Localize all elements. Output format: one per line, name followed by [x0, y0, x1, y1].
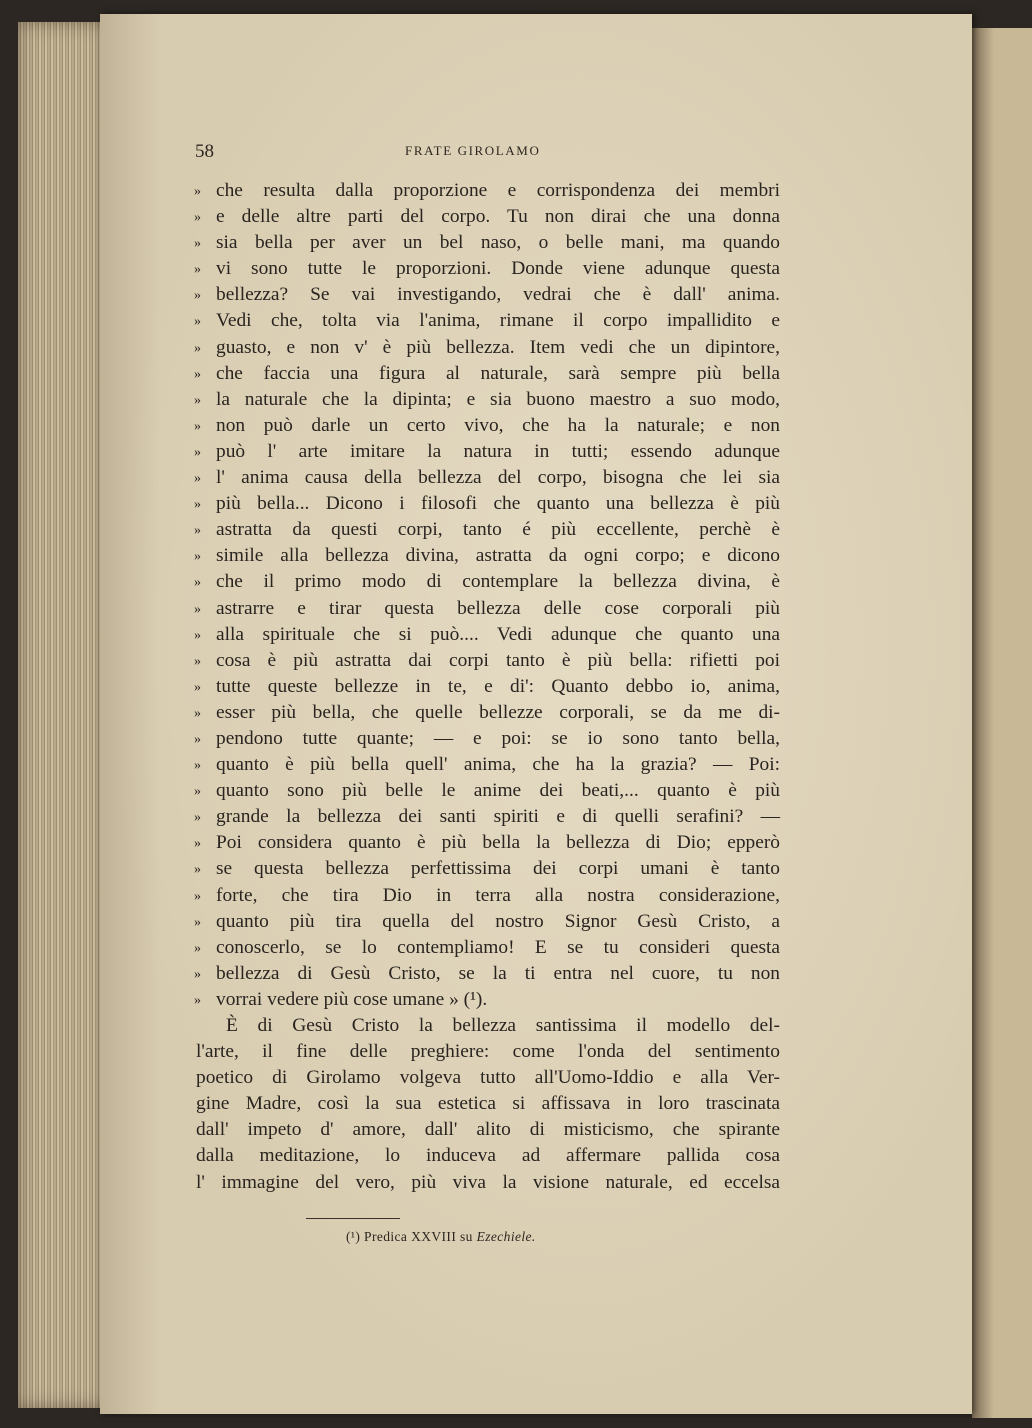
guillemet-mark: »	[194, 314, 201, 330]
guillemet-mark: »	[194, 966, 201, 982]
line-text: non può darle un certo vivo, che ha la naturale; e non	[216, 414, 780, 436]
guillemet-mark: »	[194, 940, 201, 956]
quoted-line	[196, 804, 780, 830]
guillemet-mark: »	[194, 653, 201, 669]
line-text: Poi considera quanto è più bella la bellezza di Dio; epperò	[216, 832, 780, 854]
quoted-line	[196, 883, 780, 909]
guillemet-mark: »	[194, 888, 201, 904]
quoted-line	[196, 204, 780, 230]
line-text: dalla meditazione, lo induceva ad affermare pallida cosa	[196, 1145, 780, 1167]
line-text: più bella... Dicono i filosofi che quanto una bellezza è più	[216, 493, 780, 515]
line-text: cosa è più astratta dai corpi tanto è più bella: rifietti poi	[216, 649, 780, 671]
guillemet-mark: »	[194, 784, 201, 800]
quoted-line	[196, 856, 780, 882]
line-text: forte, che tira Dio in terra alla nostra considerazione,	[216, 884, 780, 906]
guillemet-mark: »	[194, 836, 201, 852]
guillemet-mark: »	[194, 810, 201, 826]
line-text: grande la bellezza dei santi spiriti e di quelli serafini? —	[216, 806, 780, 828]
quoted-line	[196, 909, 780, 935]
quoted-line	[196, 726, 780, 752]
quoted-line	[196, 361, 780, 387]
line-text: simile alla bellezza divina, astratta da ogni corpo; e dicono	[216, 545, 780, 567]
line-text: alla spirituale che si può.... Vedi adunque che quanto una	[216, 623, 780, 645]
line-text: esser più bella, che quelle bellezze corporali, se da me di-	[216, 701, 780, 723]
paragraph-line	[196, 1065, 780, 1091]
line-text: gine Madre, così la sua estetica si affissava in loro trascinata	[196, 1093, 780, 1115]
quoted-line	[196, 491, 780, 517]
quoted-line	[196, 178, 780, 204]
line-text: vorrai vedere più cose umane » (¹).	[216, 988, 488, 1010]
guillemet-mark: »	[194, 418, 201, 434]
line-text: pendono tutte quante; — e poi: se io sono tanto bella,	[216, 727, 780, 749]
quoted-line	[196, 752, 780, 778]
quoted-line	[196, 596, 780, 622]
facing-page-edge	[972, 28, 1032, 1418]
paragraph-line	[196, 1013, 780, 1039]
line-text: e delle altre parti del corpo. Tu non dirai che una donna	[216, 206, 780, 228]
paragraph-line	[196, 1091, 780, 1117]
quoted-line	[196, 987, 780, 1013]
line-text: dall' impeto d' amore, dall' alito di misticismo, che spirante	[196, 1119, 780, 1141]
guillemet-mark: »	[194, 758, 201, 774]
line-text: È di Gesù Cristo la bellezza santissima il modello del-	[226, 1015, 780, 1036]
line-text: sia bella per aver un bel naso, o belle mani, ma quando	[216, 232, 780, 254]
quoted-line	[196, 543, 780, 569]
line-text: vi sono tutte le proporzioni. Donde viene adunque questa	[216, 258, 780, 280]
guillemet-mark: »	[194, 992, 201, 1008]
quoted-line	[196, 700, 780, 726]
quoted-line	[196, 961, 780, 987]
guillemet-mark: »	[194, 236, 201, 252]
page-number: 58	[195, 141, 214, 162]
quoted-line	[196, 778, 780, 804]
guillemet-mark: »	[194, 523, 201, 539]
quoted-line	[196, 308, 780, 334]
guillemet-mark: »	[194, 366, 201, 382]
guillemet-mark: »	[194, 862, 201, 878]
guillemet-mark: »	[194, 731, 201, 747]
line-text: guasto, e non v' è più bellezza. Item vedi che un dipintore,	[216, 336, 780, 358]
guillemet-mark: »	[194, 340, 201, 356]
guillemet-mark: »	[194, 471, 201, 487]
guillemet-mark: »	[194, 262, 201, 278]
guillemet-mark: »	[194, 497, 201, 513]
quoted-line	[196, 335, 780, 361]
line-text: la naturale che la dipinta; e sia buono maestro a suo modo,	[216, 388, 780, 410]
line-text: l' anima causa della bellezza del corpo, bisogna che lei sia	[216, 467, 780, 489]
footnote-marker: (¹)	[346, 1229, 361, 1244]
guillemet-mark: »	[194, 392, 201, 408]
quoted-line	[196, 439, 780, 465]
quoted-line	[196, 935, 780, 961]
line-text: astratta da questi corpi, tanto é più eccellente, perchè è	[216, 519, 780, 541]
quotation-block	[196, 178, 780, 1013]
line-text: che il primo modo di contemplare la bellezza divina, è	[216, 571, 780, 593]
line-text: quanto sono più belle le anime dei beati,... quanto è più	[216, 780, 780, 802]
line-text: bellezza? Se vai investigando, vedrai che è dall' anima.	[216, 284, 780, 306]
line-text: bellezza di Gesù Cristo, se la ti entra nel cuore, tu non	[216, 962, 780, 984]
quoted-line	[196, 413, 780, 439]
quoted-line	[196, 622, 780, 648]
guillemet-mark: »	[194, 914, 201, 930]
running-head	[0, 141, 1032, 167]
quoted-line	[196, 387, 780, 413]
guillemet-mark: »	[194, 184, 201, 199]
paragraph-line	[196, 1039, 780, 1065]
footnote	[346, 1229, 536, 1245]
paragraph-line	[196, 1170, 780, 1196]
paragraph-line	[196, 1117, 780, 1143]
guillemet-mark: »	[194, 679, 201, 695]
guillemet-mark: »	[194, 288, 201, 304]
line-text: l' immagine del vero, più viva la visione naturale, ed eccelsa	[196, 1171, 780, 1193]
guillemet-mark: »	[194, 210, 201, 226]
footnote-work-title: Ezechiele.	[476, 1229, 536, 1244]
line-text: può l' arte imitare la natura in tutti; essendo adunque	[216, 440, 780, 462]
line-text: l'arte, il fine delle preghiere: come l'onda del sentimento	[196, 1041, 780, 1063]
paragraph-line	[196, 1143, 780, 1169]
body-text	[196, 178, 780, 1196]
guillemet-mark: »	[194, 705, 201, 721]
page-edges	[18, 22, 110, 1408]
quoted-line	[196, 256, 780, 282]
line-text: che faccia una figura al naturale, sarà sempre più bella	[216, 362, 780, 384]
footnote-text: Predica XXVIII su	[364, 1229, 473, 1244]
line-text: poetico di Girolamo volgeva tutto all'Uomo-Iddio e alla Ver-	[196, 1067, 780, 1089]
quoted-line	[196, 517, 780, 543]
paragraph-block	[196, 1013, 780, 1196]
quoted-line	[196, 282, 780, 308]
guillemet-mark: »	[194, 575, 201, 591]
line-text: se questa bellezza perfettissima dei corpi umani è tanto	[216, 858, 780, 880]
quoted-line	[196, 674, 780, 700]
guillemet-mark: »	[194, 444, 201, 460]
footnote-rule	[306, 1218, 400, 1219]
line-text: quanto è più bella quell' anima, che ha la grazia? — Poi:	[216, 754, 780, 776]
quoted-line	[196, 465, 780, 491]
line-text: quanto più tira quella del nostro Signor Gesù Cristo, a	[216, 910, 780, 932]
line-text: che resulta dalla proporzione e corrispondenza dei membri	[216, 180, 780, 201]
running-title: FRATE GIROLAMO	[405, 143, 541, 158]
guillemet-mark: »	[194, 601, 201, 617]
quoted-line	[196, 569, 780, 595]
line-text: conoscerlo, se lo contempliamo! E se tu consideri questa	[216, 936, 780, 958]
quoted-line	[196, 830, 780, 856]
guillemet-mark: »	[194, 627, 201, 643]
guillemet-mark: »	[194, 549, 201, 565]
line-text: Vedi che, tolta via l'anima, rimane il corpo impallidito e	[216, 310, 780, 332]
line-text: tutte queste bellezze in te, e di': Quanto debbo io, anima,	[216, 675, 780, 697]
line-text: astrarre e tirar questa bellezza delle cose corporali più	[216, 597, 780, 619]
quoted-line	[196, 648, 780, 674]
quoted-line	[196, 230, 780, 256]
